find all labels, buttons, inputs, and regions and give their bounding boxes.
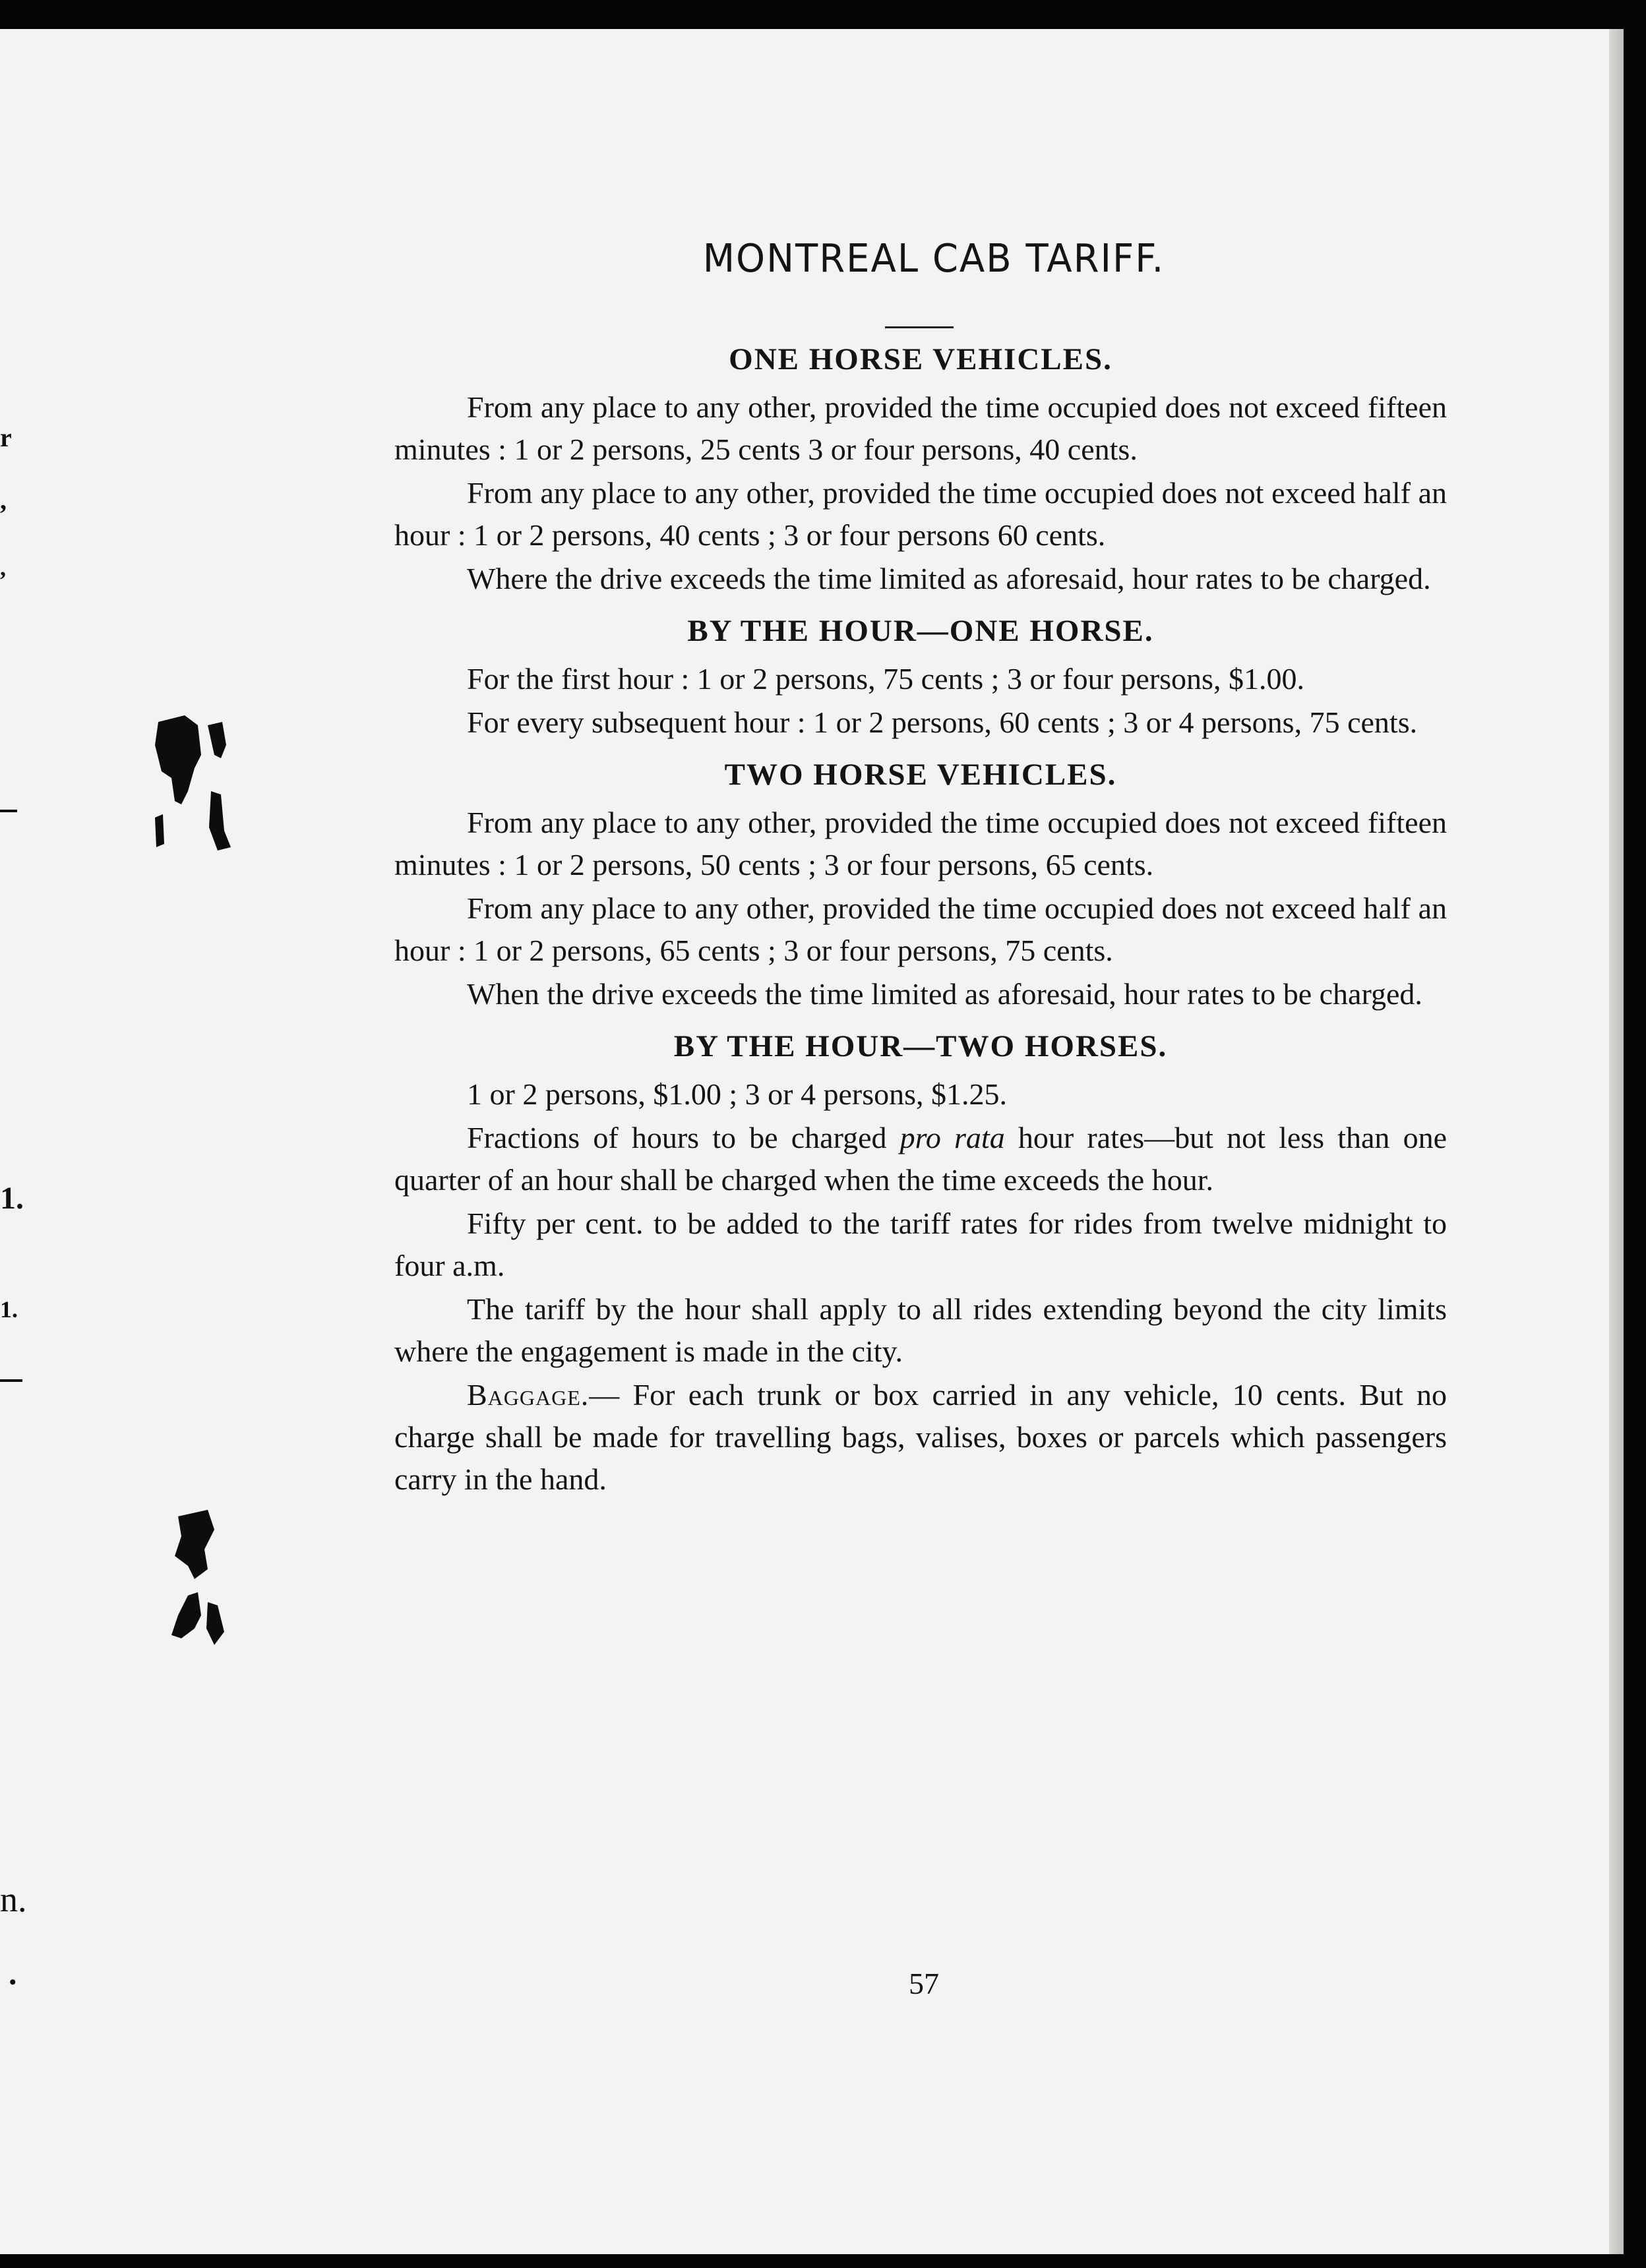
tariff-paragraph: 1 or 2 persons, $1.00 ; 3 or 4 persons, $1.25. [467, 1077, 1007, 1111]
tariff-paragraph: From any place to any other, provided the time occupied does not exceed fifteen minutes : 1 or 2 persons, 50 cents ; 3 or four persons, 65 cents. [394, 806, 1447, 881]
section-heading: TWO HORSE VEHICLES. [724, 758, 1117, 792]
pro-rata-italic: pro rata [899, 1121, 1005, 1154]
fractions-text-before: Fractions of hours to be charged [467, 1121, 900, 1154]
section-one-horse [394, 342, 1447, 600]
gutter-fragment: r [0, 423, 12, 452]
section-hour-one-horse [394, 613, 1447, 744]
baggage-text: — For each trunk or box carried in any vehicle, 10 cents. But no charge shall be made for travelling bags, valises, boxes or parcels which passengers carry in the hand. [394, 1378, 1447, 1496]
tariff-paragraph: When the drive exceeds the time limited as aforesaid, hour rates to be charged. [467, 977, 1422, 1011]
tariff-paragraph: From any place to any other, provided the time occupied does not exceed half an hour : 1 or 2 persons, 65 cents ; 3 or four persons, 75 cents. [394, 891, 1447, 967]
section-heading: BY THE HOUR—ONE HORSE. [687, 614, 1154, 648]
page-content [394, 237, 1447, 1501]
gutter-fragment: n. [0, 1880, 27, 1919]
binding-stain [148, 705, 241, 864]
baggage-paragraph [394, 1374, 1447, 1501]
gutter-fragment: , [0, 485, 7, 515]
page-edge [1609, 29, 1624, 2254]
page-number: 57 [909, 1967, 939, 2000]
section-heading: ONE HORSE VEHICLES. [729, 342, 1113, 376]
tariff-paragraph: For every subsequent hour : 1 or 2 persons, 60 cents ; 3 or 4 persons, 75 cents. [467, 705, 1418, 739]
tariff-paragraph: Fifty per cent. to be added to the tariff rates for rides from twelve midnight to four a.m. [394, 1207, 1447, 1282]
gutter-fragment: , [0, 554, 6, 581]
binding-stain [162, 1503, 241, 1661]
page-title: MONTREAL CAB TARIFF. [702, 236, 1165, 282]
gutter-fragment: • [9, 1971, 16, 1993]
gutter-fragment: 1. [0, 1181, 24, 1216]
gutter-rule [0, 1379, 22, 1382]
tariff-paragraph: For the first hour : 1 or 2 persons, 75 cents ; 3 or four persons, $1.00. [467, 662, 1304, 696]
fractions-text-after: hour rates—but not less than one quarter of an hour shall be charged when the time exceeds the hour. [394, 1121, 1448, 1197]
tariff-paragraph: The tariff by the hour shall apply to all rides extending beyond the city limits where the engagement is made in the city. [394, 1292, 1447, 1368]
section-two-horse [394, 757, 1447, 1015]
baggage-label: Baggage. [467, 1378, 590, 1412]
fractions-paragraph [394, 1117, 1447, 1201]
section-hour-two-horses [394, 1029, 1447, 1501]
tariff-paragraph: From any place to any other, provided the time occupied does not exceed fifteen minutes : 1 or 2 persons, 25 cents 3 or four persons, 40 cents. [394, 390, 1447, 466]
gutter-fragment: 1. [0, 1296, 18, 1323]
title-rule [885, 326, 954, 328]
section-heading: BY THE HOUR—TWO HORSES. [673, 1029, 1168, 1063]
gutter-rule [0, 810, 17, 812]
tariff-paragraph: From any place to any other, provided the time occupied does not exceed half an hour : 1 or 2 persons, 40 cents ; 3 or four persons 60 cents. [394, 476, 1447, 552]
tariff-paragraph: Where the drive exceeds the time limited as aforesaid, hour rates to be charged. [467, 562, 1431, 595]
